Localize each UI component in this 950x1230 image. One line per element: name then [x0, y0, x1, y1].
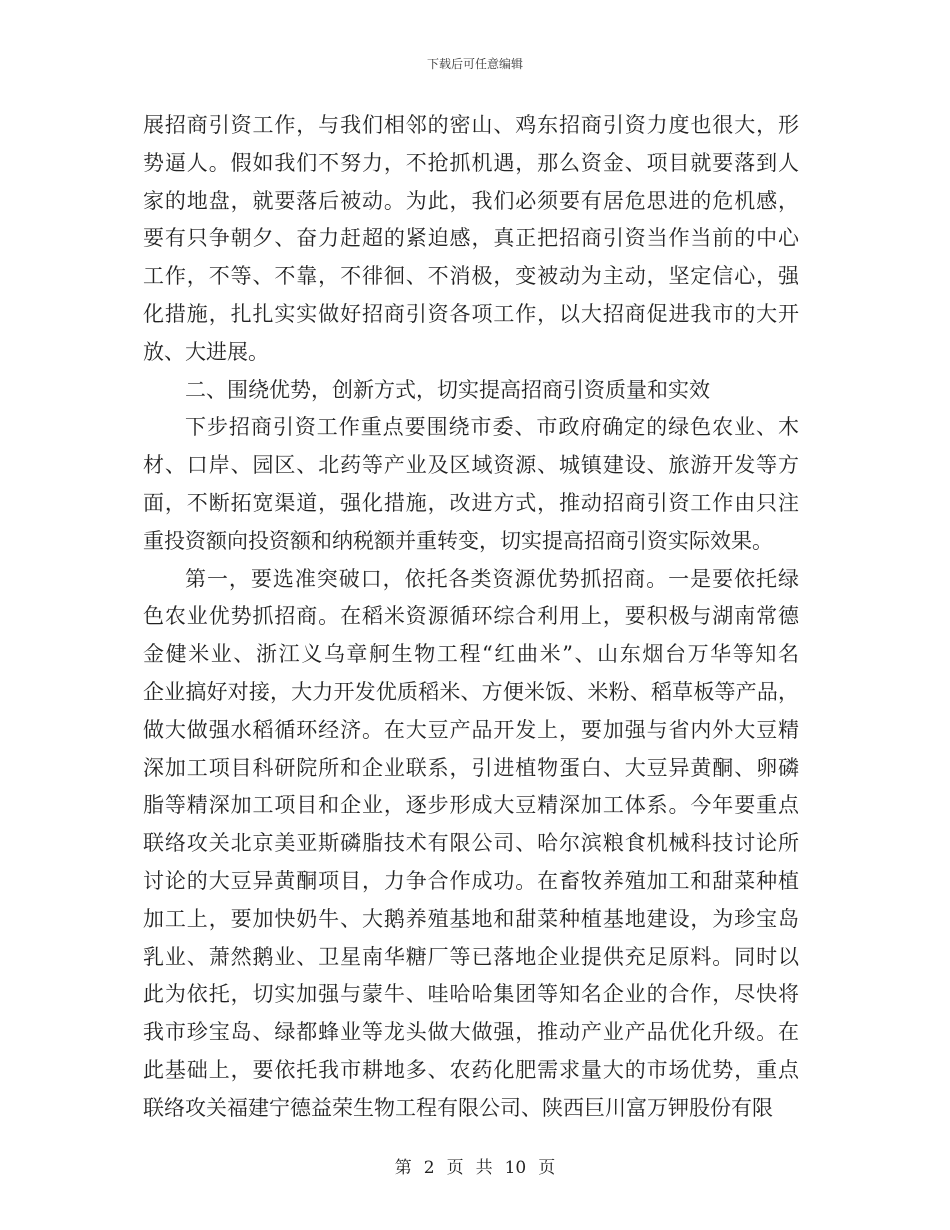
page-label-mid: 页: [446, 1158, 464, 1178]
page-header: 下载后可任意编辑: [426, 57, 523, 71]
text-line: 二、围绕优势，创新方式，切实提高招商引资质量和实效: [185, 377, 710, 402]
text-line: 放、大进展。: [143, 339, 269, 364]
total-label: 共: [475, 1158, 493, 1178]
text-line: 做大做强水稻循环经济。在大豆产品开发上，要加强与省内外大豆精: [143, 717, 799, 742]
text-line: 材、口岸、园区、北药等产业及区域资源、城镇建设、旅游开发等方: [143, 453, 799, 478]
document-body: [143, 107, 799, 1128]
page-label-suffix: 页: [538, 1158, 556, 1178]
text-line: 下步招商引资工作重点要围绕市委、市政府确定的绿色农业、木: [185, 415, 799, 440]
text-line: 第一，要选准突破口，依托各类资源优势抓招商。一是要依托绿: [185, 566, 799, 591]
text-line: 面，不断拓宽渠道，强化措施，改进方式，推动招商引资工作由只注: [143, 490, 799, 515]
text-line: 展招商引资工作，与我们相邻的密山、鸡东招商引资力度也很大，形: [143, 113, 799, 137]
current-page-number: 2: [423, 1158, 435, 1178]
text-line: 讨论的大豆异黄酮项目，力争合作成功。在畜牧养殖加工和甜菜种植: [143, 868, 799, 893]
text-line: 企业搞好对接，大力开发优质稻米、方便米饭、米粉、稻草板等产品，: [143, 679, 799, 704]
page-footer: [0, 1153, 950, 1178]
text-line: 脂等精深加工项目和企业，逐步形成大豆精深加工体系。今年要重点: [143, 793, 799, 818]
text-line: 势逼人。假如我们不努力，不抢抓机遇，那么资金、项目就要落到人: [143, 150, 799, 175]
text-line: 金健米业、浙江义乌章舸生物工程“红曲米”、山东烟台万华等知名: [143, 642, 799, 667]
paragraph: [143, 409, 799, 560]
text-line: 深加工项目科研院所和企业联系，引进植物蛋白、大豆异黄酮、卵磷: [143, 755, 799, 780]
text-line: 此基础上，要依托我市耕地多、农药化肥需求量大的市场优势，重点: [143, 1057, 799, 1082]
text-line: 化措施，扎扎实实做好招商引资各项工作，以大招商促进我市的大开: [143, 301, 799, 326]
text-line: 乳业、萧然鹅业、卫星南华糖厂等已落地企业提供充足原料。同时以: [143, 944, 799, 969]
text-line: 要有只争朝夕、奋力赶超的紧迫感，真正把招商引资当作当前的中心: [143, 226, 799, 251]
text-line: 此为依托，切实加强与蒙牛、哇哈哈集团等知名企业的合作，尽快将: [143, 982, 799, 1007]
text-line: 联络攻关北京美亚斯磷脂技术有限公司、哈尔滨粮食机械科技讨论所: [143, 831, 799, 856]
text-line: 加工上，要加快奶牛、大鹅养殖基地和甜菜种植基地建设，为珍宝岛: [143, 906, 799, 931]
text-line: 联络攻关福建宁德益荣生物工程有限公司、陕西巨川富万钾股份有限: [143, 1095, 773, 1120]
text-line: 工作，不等、不靠，不徘徊、不消极，变被动为主动，坚定信心，强: [143, 264, 799, 289]
text-line: 重投资额向投资额和纳税额并重转变，切实提高招商引资实际效果。: [143, 528, 773, 553]
total-pages-number: 10: [504, 1158, 527, 1178]
paragraph: [143, 107, 799, 372]
text-line: 家的地盘，就要落后被动。为此，我们必须要有居危思进的危机感，: [143, 188, 799, 213]
page-label-prefix: 第: [394, 1158, 412, 1178]
paragraph: [143, 561, 799, 1128]
text-line: 我市珍宝岛、绿都蜂业等龙头做大做强，推动产业产品优化升级。在: [143, 1020, 799, 1045]
text-line: 色农业优势抓招商。在稻米资源循环综合利用上，要积极与湖南常德: [143, 604, 799, 629]
paragraph: [143, 372, 799, 410]
